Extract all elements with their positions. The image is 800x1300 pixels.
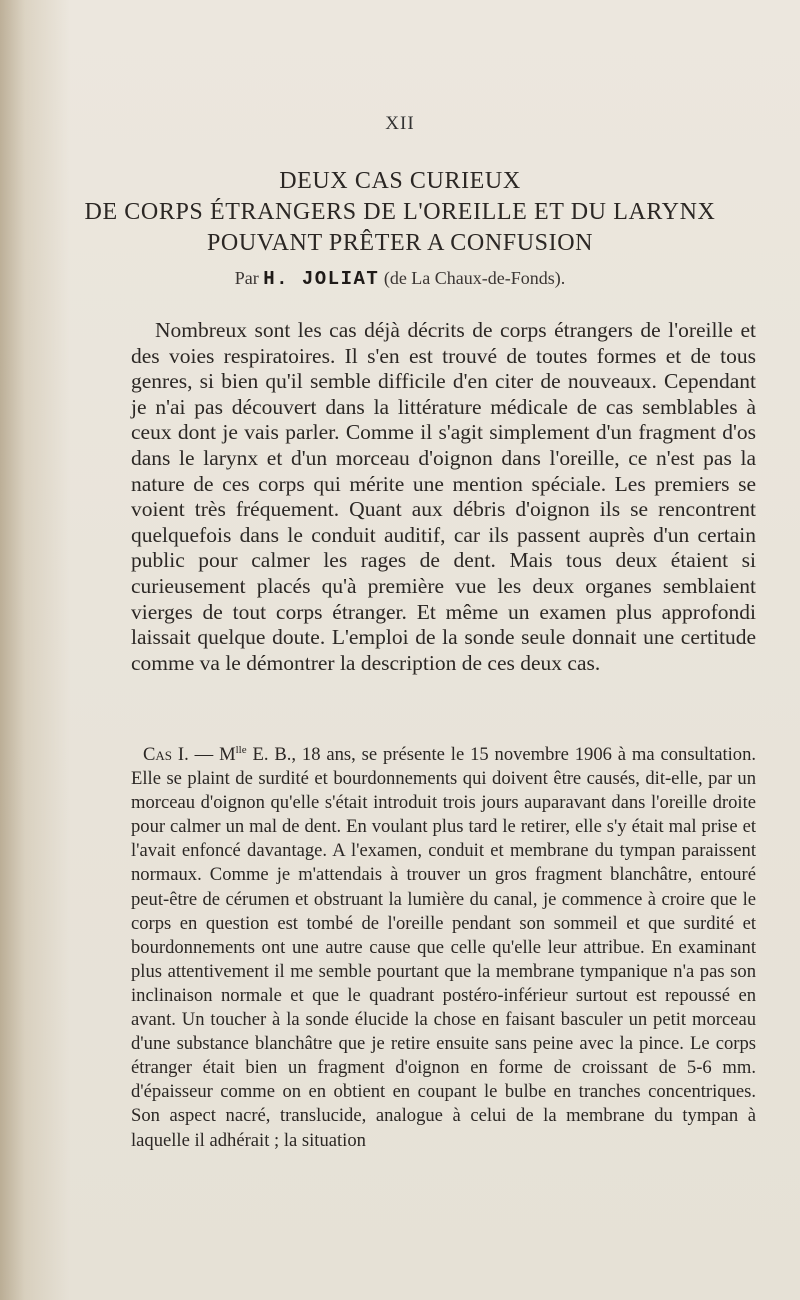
byline <box>0 268 800 290</box>
case-1-title: M <box>219 744 236 765</box>
case-1-dash: — <box>188 744 220 765</box>
intro-section <box>131 318 756 676</box>
page-number: XII <box>385 113 415 134</box>
title-line-2: DE CORPS ÉTRANGERS DE L'OREILLE ET DU LARYNX <box>84 199 716 225</box>
author-name: H. JOLIAT <box>263 268 380 290</box>
author-affiliation: (de La Chaux-de-Fonds). <box>383 268 566 288</box>
title-line-1: DEUX CAS CURIEUX <box>279 168 521 194</box>
case-1-label: Cas I. <box>143 744 189 765</box>
byline-prefix: Par <box>234 268 259 288</box>
case-1-section <box>131 743 756 1153</box>
case-1-text: E. B., 18 ans, se présente le 15 novembre 1906 à ma consultation. Elle se plaint de surdité et bourdonnements qui doivent être causés, dit-elle, par un morceau d'oignon qu'elle s'était introduit trois jours auparavant dans l'oreille droite pour calmer un mal de dent. En voulant plus tard le retirer, elle s'y était mal prise et l'avait enfoncé davantage. A l'examen, conduit et membrane du tympan paraissent normaux. Comme je m'attendais à trouver un gros fragment blanchâtre, entouré peut-être de cérumen et obstruant la lumière du canal, je commence à croire que le corps en question est tombé de l'oreille pendant son sommeil et que surdité et bourdonnements ont une autre cause que celle qu'elle leur attribue. En examinant plus attentivement il me semble pourtant que la membrane tympanique n'a pas son inclinaison normale et que le quadrant postéro-inférieur surtout est repoussé en avant. Un toucher à la sonde élucide la chose en faisant basculer un petit morceau d'une substance blanchâtre que je retire ensuite sans peine avec la pince. Le corps étranger était bien un fragment d'oignon en forme de croissant de 5-6 mm. d'épaisseur comme on en obtient en coupant le bulbe en tranches concentriques. Son aspect nacré, translucide, analogue à celui de la membrane du tympan à laquelle il adhérait ; la situation <box>131 744 757 1151</box>
case-1-paragraph <box>131 743 756 1153</box>
article-title <box>0 166 800 259</box>
intro-paragraph: Nombreux sont les cas déjà décrits de corps étrangers de l'oreille et des voies respiratoires. Il s'en est trouvé de toutes formes et de tous genres, si bien qu'il semble difficile d'en citer de nouveaux. Cependant je n'ai pas découvert dans la littérature médicale de cas semblables à ceux dont je vais parler. Comme il s'agit simplement d'un fragment d'os dans le larynx et d'un morceau d'oignon dans l'oreille, ce n'est pas la nature de ces corps qui mérite une mention spéciale. Les premiers se voient très fréquement. Quant aux débris d'oignon ils se rencontrent quelquefois dans le conduit auditif, car ils passent auprès d'un certain public pour calmer les rages de dent. Mais tous deux étaient si curieusement placés qu'à première vue les deux organes semblaient vierges de tout corps étranger. Et même un examen plus approfondi laissait quelque doute. L'emploi de la sonde seule donnait une certitude comme va le démontrer la description de ces deux cas. <box>131 318 756 675</box>
title-line-3: POUVANT PRÊTER A CONFUSION <box>206 230 594 256</box>
case-1-title-sup: lle <box>235 743 247 756</box>
